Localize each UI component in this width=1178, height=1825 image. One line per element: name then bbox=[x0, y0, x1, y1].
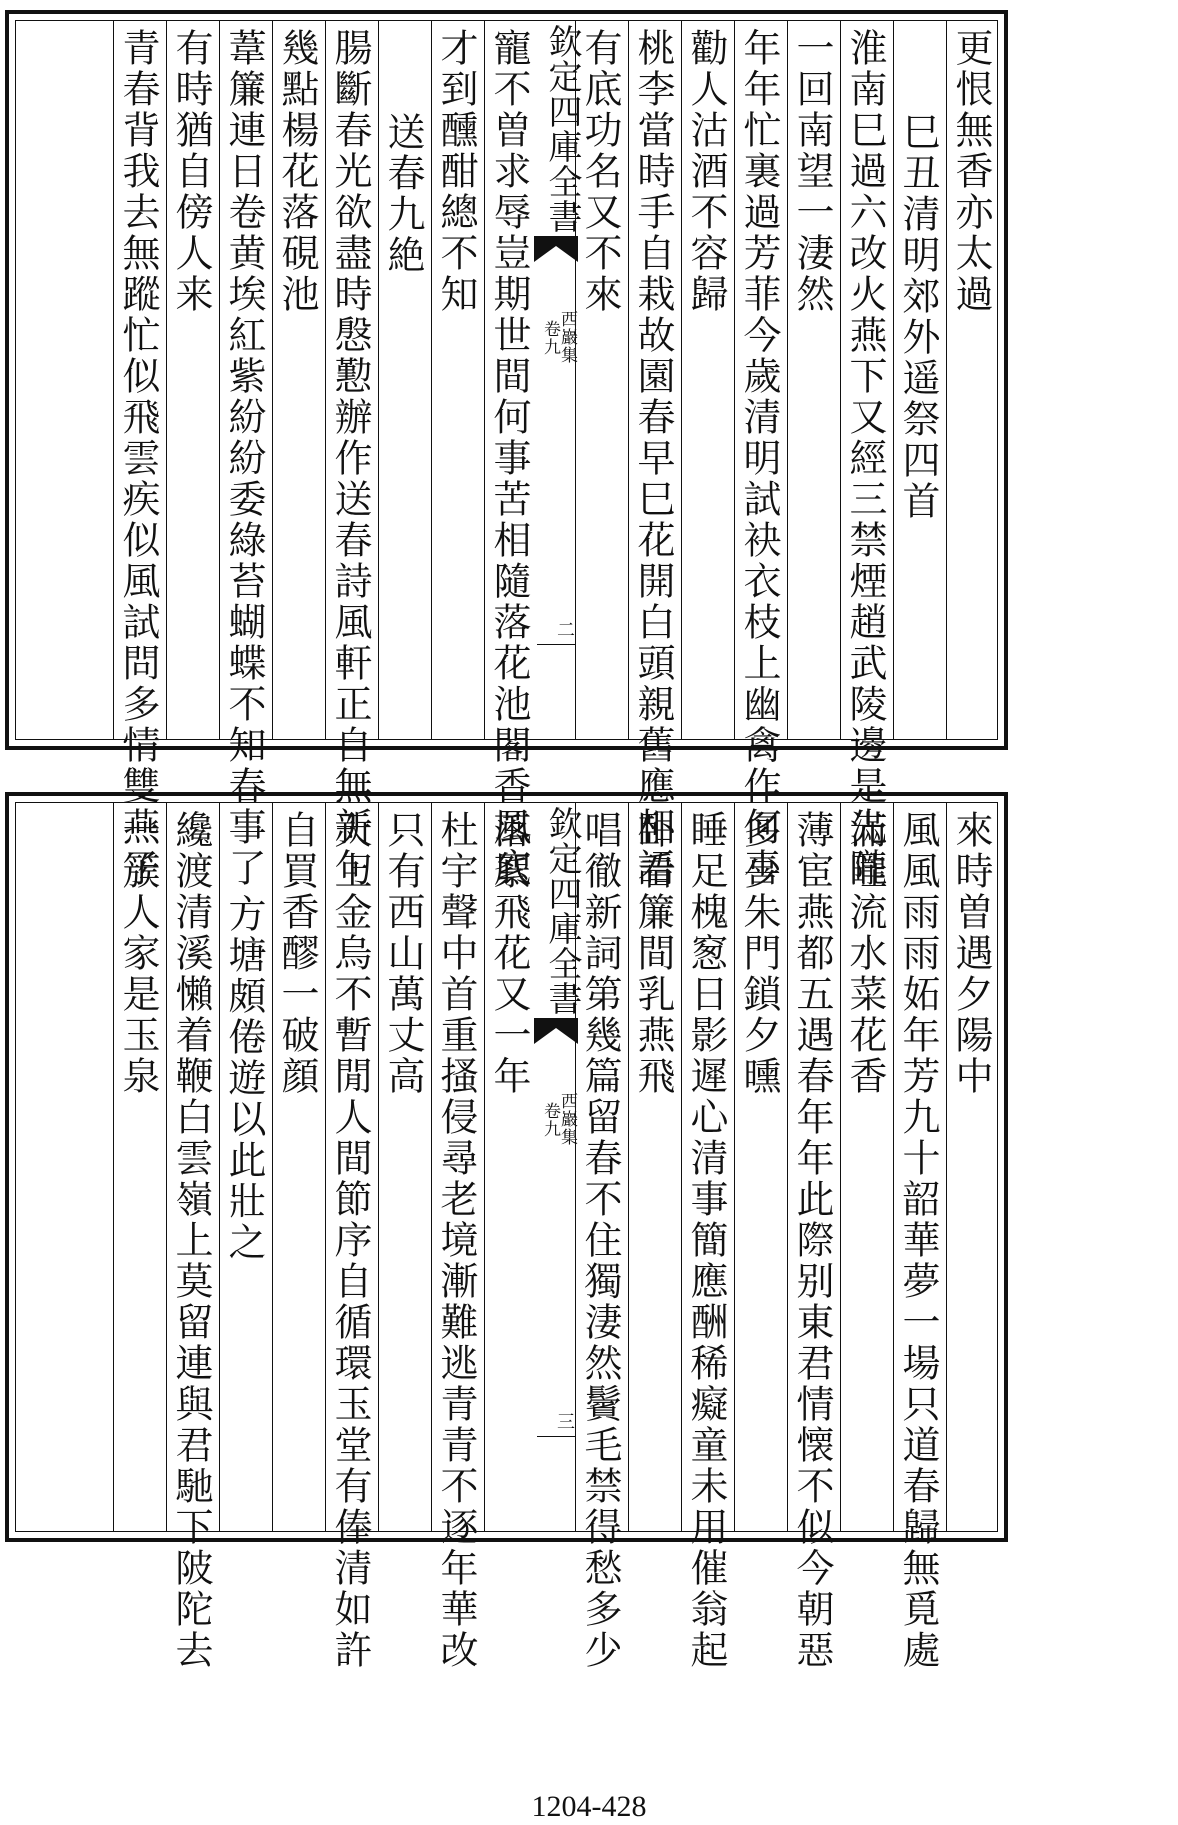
text-column: 只有西山萬丈高 bbox=[381, 810, 425, 1097]
text-column: 睡足槐䆫日影遲心清事簡應酬稀癡童未用催翁起 bbox=[684, 810, 728, 1671]
column-rule bbox=[840, 20, 841, 740]
text-column: 更恨無香亦太過 bbox=[949, 28, 993, 315]
text-column: 勸人沽酒不容歸 bbox=[684, 28, 728, 315]
column-rule bbox=[166, 802, 167, 1532]
lower-page bbox=[0, 792, 1178, 1671]
fold-spine bbox=[537, 802, 582, 1532]
spine-collection: 西巖集 bbox=[557, 1092, 577, 1146]
column-rule bbox=[734, 802, 735, 1532]
page-code: 1204-428 bbox=[531, 1790, 647, 1823]
column-rule bbox=[681, 20, 682, 740]
column-rule bbox=[219, 20, 220, 740]
text-column: 卧看簾間乳燕飛 bbox=[631, 810, 675, 1097]
text-column: 一回南望一淒然 bbox=[790, 28, 834, 315]
spine-volume: 卷九 bbox=[540, 1102, 560, 1138]
column-rule bbox=[628, 802, 629, 1532]
column-rule bbox=[166, 20, 167, 740]
column-rule bbox=[325, 20, 326, 740]
column-rule bbox=[219, 802, 220, 1532]
spine-volume: 卷九 bbox=[540, 320, 560, 356]
fishtail-mark-icon bbox=[534, 1018, 578, 1044]
text-column: 幾點楊花落硯池 bbox=[275, 28, 319, 315]
text-column: 有時猶自傍人来 bbox=[169, 28, 213, 315]
text-column: 多少朱門鎖夕曛 bbox=[737, 810, 781, 1097]
column-rule bbox=[113, 20, 114, 740]
column-rule bbox=[734, 20, 735, 740]
spine-page-number: 三 bbox=[554, 1412, 575, 1430]
text-column: 青春背我去無蹤忙似飛雲疾似風試問多情雙燕子 bbox=[116, 28, 160, 889]
text-column: 腸斷春光欲盡時慇懃辦作送春詩風軒正自無新句 bbox=[328, 28, 372, 889]
spine-title: 欽定四庫全書 bbox=[542, 806, 582, 1016]
text-column: 纔渡清溪懶着鞭白雲嶺上莫留連與君馳下陂陀去 bbox=[169, 810, 213, 1671]
upper-page bbox=[0, 10, 1178, 889]
text-column: 桃李當時手自栽故園春早巳花開白頭親舊應相語 bbox=[631, 28, 675, 889]
column-rule bbox=[431, 802, 432, 1532]
text-column: 薄宦燕都五遇春年年此際别東君情懐不似今朝惡 bbox=[790, 810, 834, 1671]
column-rule bbox=[681, 802, 682, 1532]
column-rule bbox=[946, 802, 947, 1532]
text-column: 寵不曽求辱豈期世間何事苦相隨落花池閣香風底 bbox=[487, 28, 531, 889]
column-rule bbox=[484, 802, 485, 1532]
text-column: 淮南巳過六改火燕下又經三禁煙趙武陵邊是先隴 bbox=[843, 28, 887, 889]
spine-collection: 西巖集 bbox=[557, 310, 577, 364]
column-rule bbox=[431, 20, 432, 740]
column-rule bbox=[378, 802, 379, 1532]
text-column: 唱徹新詞第幾篇留春不住獨淒然鬢毛禁得愁多少 bbox=[578, 810, 622, 1671]
column-rule bbox=[325, 802, 326, 1532]
spine-title: 欽定四庫全書 bbox=[542, 24, 582, 234]
text-column: 年年忙裏過芳菲今歲清明試袂衣枝上幽禽作何喜 bbox=[737, 28, 781, 889]
text-column: 有底功名又不來 bbox=[578, 28, 622, 315]
text-column: 來時曽遇夕陽中 bbox=[949, 810, 993, 1097]
column-rule bbox=[787, 802, 788, 1532]
column-rule bbox=[840, 802, 841, 1532]
text-column: 葦簾連日卷黄埃紅紫紛紛委綠苔蝴蝶不知春事了 bbox=[222, 28, 266, 889]
text-column: 滿畦流水菜花香 bbox=[843, 810, 887, 1097]
text-column: 天上金烏不暫閒人間節序自循環玉堂有俸清如許 bbox=[328, 810, 372, 1671]
column-rule bbox=[946, 20, 947, 740]
text-column: 才到醺酣總不知 bbox=[434, 28, 478, 315]
text-column: 自買香醪一破顔 bbox=[275, 810, 319, 1097]
column-rule bbox=[378, 20, 379, 740]
text-column: 落絮飛花又一年 bbox=[487, 810, 531, 1097]
column-rule bbox=[272, 802, 273, 1532]
spine-rule bbox=[537, 644, 575, 645]
column-rule bbox=[628, 20, 629, 740]
column-rule bbox=[893, 802, 894, 1532]
column-rule bbox=[787, 20, 788, 740]
spine-rule bbox=[537, 1436, 575, 1437]
column-rule bbox=[893, 20, 894, 740]
poem-title-column: 巳丑清明郊外遥祭四首 bbox=[896, 112, 940, 522]
column-rule bbox=[484, 20, 485, 740]
poem-title-column: 送春九絶 bbox=[381, 112, 425, 276]
fishtail-mark-icon bbox=[534, 236, 578, 262]
poem-title-column: 方塘頗倦遊以此壯之 bbox=[222, 894, 266, 1263]
text-column: 風風雨雨妬年芳九十韶華夢一場只道春歸無覓處 bbox=[896, 810, 940, 1671]
column-rule bbox=[272, 20, 273, 740]
lower-text-area bbox=[14, 802, 999, 1671]
upper-text-area bbox=[14, 20, 999, 889]
text-column: 杜宇聲中首重搔侵尋老境漸難逃青青不逐年華改 bbox=[434, 810, 478, 1671]
spine-page-number: 二 bbox=[554, 620, 575, 638]
fold-spine bbox=[537, 20, 582, 740]
column-rule bbox=[113, 802, 114, 1532]
text-column: 一簇人家是玉泉 bbox=[116, 810, 160, 1097]
